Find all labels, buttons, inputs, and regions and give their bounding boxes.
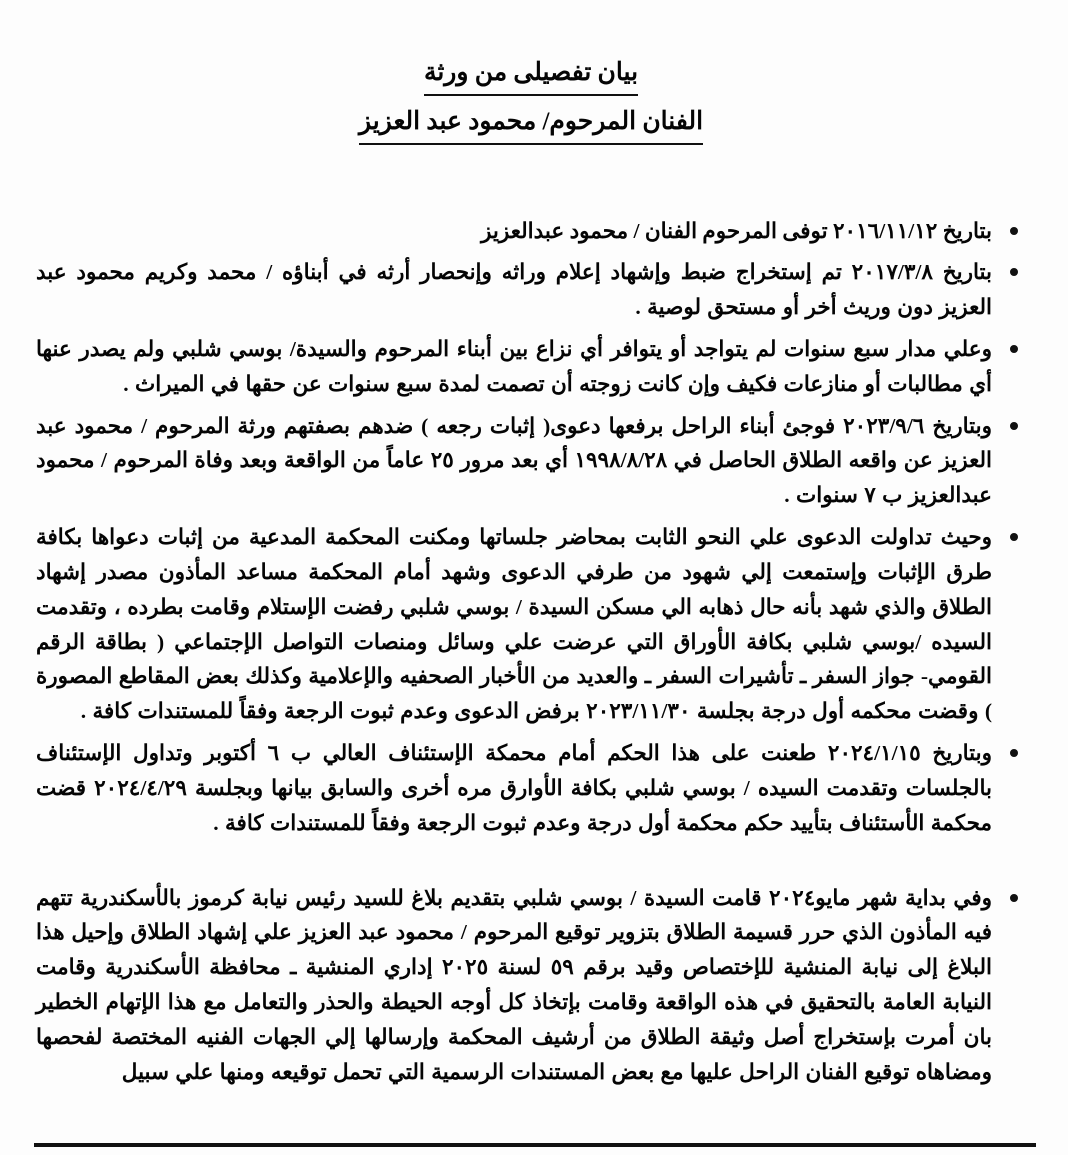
page-title-line-1: بيان تفصيلى من ورثة xyxy=(424,54,638,96)
paragraph-text: وبتاريخ ٢٠٢٣/٩/٦ فوجئ أبناء الراحل برفعها دعوى( إثبات رجعه ) ضدهم بصفتهم ورثة المرحوم / محمود عبد العزيز عن واقعه الطلاق الحاصل في ١٩٩٨/٨/٢٨ أي بعد مرور ٢٥ عاماً من الواقعة وبعد وفاة المرحوم / محمود عبدالعزيز ب ٧ سنوات . xyxy=(36,413,993,508)
paragraph-text: وبتاريخ ٢٠٢٤/١/١٥ طعنت على هذا الحكم أمام محمكة الإستئناف العالي ب ٦ أكتوبر وتداول الإستئناف بالجلسات وتقدمت السيده / بوسي شلبي بكافة الأوارق مره أخرى والسابق بيانها وبجلسة ٢٠٢٤/٤/٢٩ قضت محكمة الأستئناف بتأييد حكم محكمة أول درجة وعدم ثبوت الرجعة وفقاً للمستندات كافة . xyxy=(36,741,992,835)
paragraph-text: بتاريخ ٢٠١٧/٣/٨ تم إستخراج ضبط وإشهاد إعلام وراثه وإنحصار أرثه في أبناؤه / محمد وكريم محمود عبد العزيز دون وريث أخر أو مستحق لوصية . xyxy=(36,260,992,320)
list-item xyxy=(36,736,1026,840)
paragraph-text: وحيث تداولت الدعوى علي النحو الثابت بمحاضر جلساتها ومكنت المحكمة المدعية من إثبات دعواها بكافة طرق الإثبات وإستمعت إلي شهود من طرفي الدعوى وشهد أمام المحكمة مساعد المأذون مصدر إشهاد الطلاق والذي شهد بأنه حال ذهابه الي مسكن السيدة / بوسي شلبي رفضت الإستلام وقامت بطرده ، وتقدمت السيده /بوسي شلبي بكافة الأوراق التي عرضت علي وسائل ومنصات التواصل الإجتماعي ( بطاقة الرقم القومي- جواز السفر ـ تأشيرات السفر ـ والعديد من الأخبار الصحفيه والإعلامية وكذلك بعض المقاطع المصورة ) وقضت محكمه أول درجة بجلسة ٢٠٢٣/١١/٣٠ برفض الدعوى وعدم ثبوت الرجعة وفقاً للمستندات كافة . xyxy=(36,525,992,724)
list-item xyxy=(36,214,1026,249)
list-item xyxy=(36,520,1026,729)
paragraph-text: وعلي مدار سبع سنوات لم يتواجد أو يتوافر أي نزاع بين أبناء المرحوم والسيدة/ بوسي شلبي ولم يصدر عنها أي مطالبات أو منازعات فكيف وإن كانت زوجته أن تصمت لمدة سبع سنوات عن حقها في الميراث . xyxy=(36,336,992,396)
list-item xyxy=(36,409,1026,513)
paragraph-text: بتاريخ ٢٠١٦/١١/١٢ توفى المرحوم الفنان / محمود عبدالعزيز xyxy=(481,218,992,243)
list-item xyxy=(36,881,1026,1090)
page-title-line-2: الفنان المرحوم/ محمود عبد العزيز xyxy=(359,103,703,145)
list-item xyxy=(36,332,1026,402)
page-bottom-rule xyxy=(34,1143,1036,1147)
statement-paragraph-list xyxy=(36,214,1026,1090)
list-item xyxy=(36,255,1026,325)
paragraph-text: وفي بداية شهر مايو٢٠٢٤ قامت السيدة / بوسي شلبي بتقديم بلاغ للسيد رئيس نيابة كرموز بالأسكندرية تتهم فيه المأذون الذي حرر قسيمة الطلاق بتزوير توقيع المرحوم / محمود عبد العزيز علي إشهاد الطلاق وإحيل هذا البلاغ إلى نيابة المنشية للإختصاص وقيد برقم ٥٩ لسنة ٢٠٢٥ إداري المنشية ـ محافظة الأسكندرية وقامت النيابة العامة بالتحقيق في هذه الواقعة وقامت بإتخاذ كل أوجه الحيطة والحذر والتعامل مع هذا الإتهام الخطير بان أمرت بإستخراج أصل وثيقة الطلاق من أرشيف المحكمة وإرسالها إلي الجهات الفنيه المختصة لفحصها ومضاهاه توقيع الفنان الراحل عليها مع بعض المستندات الرسمية التي تحمل توقيعه ومنها علي سبيل xyxy=(36,885,992,1084)
document-title-block xyxy=(36,46,1026,152)
